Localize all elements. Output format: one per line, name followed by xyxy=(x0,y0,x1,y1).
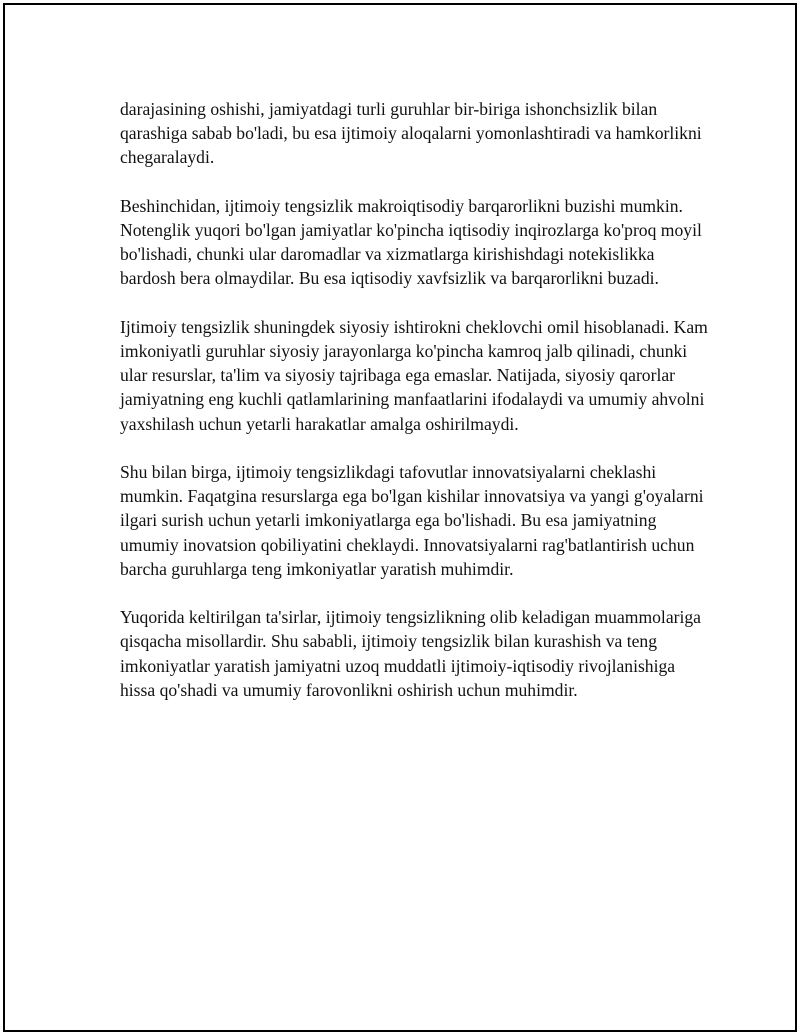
paragraph: darajasining oshishi, jamiyatdagi turli guruhlar bir-biriga ishonchsizlik bilan qarashiga sabab bo'ladi, bu esa ijtimoiy aloqalarni yomonlashtiradi va hamkorlikni chegaralaydi. xyxy=(120,99,702,168)
paragraph: Shu bilan birga, ijtimoiy tengsizlikdagi tafovutlar innovatsiyalarni cheklashi mumkin. Faqatgina resurslarga ega bo'lgan kishilar innovatsiya va yangi g'oyalarni ilgari surish uchun yetarli imkoniyatlarga ega bo'lishadi. Bu esa jamiyatning umumiy inovatsion qobiliyatini cheklaydi. Innovatsiyalarni rag'batlantirish uchun barcha guruhlarga teng imkoniyatlar yaratish muhimdir. xyxy=(120,462,704,579)
paragraph: Beshinchidan, ijtimoiy tengsizlik makroiqtisodiy barqarorlikni buzishi mumkin. Notenglik yuqori bo'lgan jamiyatlar ko'pincha iqtisodiy inqirozlarga ko'proq moyil bo'lishadi, chunki ular daromadlar va xizmatlarga kirishishdagi notekislikka bardosh bera olmaydilar. Bu esa iqtisodiy xavfsizlik va barqarorlikni buzadi. xyxy=(120,195,702,289)
paragraph: Yuqorida keltirilgan ta'sirlar, ijtimoiy tengsizlikning olib keladigan muammolariga qisqacha misollardir. Shu sababli, ijtimoiy tengsizlik bilan kurashish va teng imkoniyatlar yaratish jamiyatni uzoq muddatli ijtimoiy-iqtisodiy rivojlanishiga hissa qo'shadi va umumiy farovonlikni oshirish uchun muhimdir. xyxy=(120,607,701,700)
paragraph: Ijtimoiy tengsizlik shuningdek siyosiy ishtirokni cheklovchi omil hisoblanadi. Kam imkoniyatli guruhlar siyosiy jarayonlarga ko'pincha kamroq jalb qilinadi, chunki ular resurslar, ta'lim va siyosiy tajribaga ega emaslar. Natijada, siyosiy qarorlar jamiyatning eng kuchli qatlamlarining manfaatlarini ifodalaydi va umumiy ahvolni yaxshilash uchun yetarli harakatlar amalga oshirilmaydi. xyxy=(120,316,708,434)
document-body xyxy=(120,97,710,726)
document-page xyxy=(3,3,797,1032)
